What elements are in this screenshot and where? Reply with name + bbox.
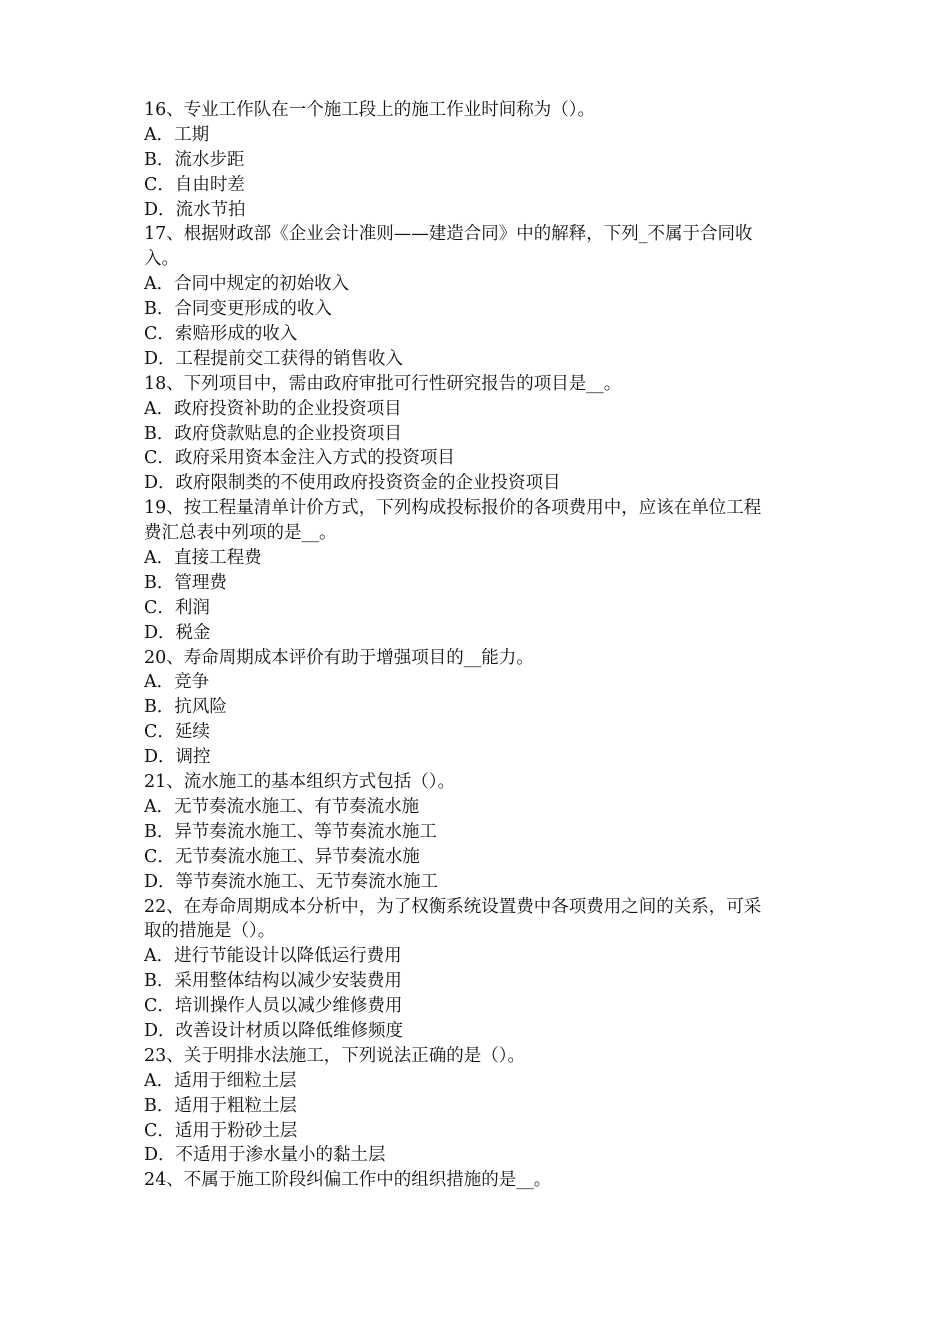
option-b: B．抗风险 xyxy=(144,697,227,718)
question-23 xyxy=(144,1044,812,1168)
option-c: C．延续 xyxy=(144,722,210,743)
option-a: A．直接工程费 xyxy=(144,548,262,569)
question-stem: 16、专业工作队在一个施工段上的施工作业时间称为（）。 xyxy=(144,100,596,120)
question-list xyxy=(144,98,812,1193)
option-a: A．进行节能设计以降低运行费用 xyxy=(144,946,402,967)
question-stem: 19、按工程量清单计价方式，下列构成投标报价的各项费用中，应该在单位工程 xyxy=(144,498,762,519)
option-b: B．流水步距 xyxy=(144,149,245,170)
option-d: D．流水节拍 xyxy=(144,199,246,220)
option-b: B．政府贷款贴息的企业投资项目 xyxy=(144,423,402,444)
question-stem-continued: 入。 xyxy=(144,249,179,270)
option-d: D．等节奏流水施工、无节奏流水施工 xyxy=(144,871,439,892)
option-c: C．自由时差 xyxy=(144,174,245,195)
option-a: A．无节奏流水施工、有节奏流水施 xyxy=(144,796,420,817)
option-b: B．采用整体结构以减少安装费用 xyxy=(144,971,402,992)
option-c: C．培训操作人员以减少维修费用 xyxy=(144,996,403,1017)
option-b: B．管理费 xyxy=(144,572,227,593)
option-b: B．合同变更形成的收入 xyxy=(144,299,332,320)
option-a: A．竞争 xyxy=(144,672,210,693)
option-d: D．改善设计材质以降低维修频度 xyxy=(144,1020,404,1041)
option-d: D．政府限制类的不使用政府投资资金的企业投资项目 xyxy=(144,473,561,494)
option-d: D．调控 xyxy=(144,747,211,768)
question-stem: 22、在寿命周期成本分析中，为了权衡系统设置费中各项费用之间的关系，可采 xyxy=(144,896,762,917)
option-a: A．合同中规定的初始收入 xyxy=(144,274,350,295)
question-16 xyxy=(144,98,812,222)
question-18 xyxy=(144,372,812,496)
option-c: C．利润 xyxy=(144,597,210,618)
option-d: D．工程提前交工获得的销售收入 xyxy=(144,348,404,369)
option-d: D．不适用于渗水量小的黏土层 xyxy=(144,1145,386,1166)
option-c: C．适用于粉砂土层 xyxy=(144,1120,298,1141)
option-c: C．无节奏流水施工、异节奏流水施 xyxy=(144,846,420,867)
question-19 xyxy=(144,496,812,645)
question-stem-continued: 费汇总表中列项的是__。 xyxy=(144,523,337,544)
question-21 xyxy=(144,770,812,894)
question-24 xyxy=(144,1168,812,1193)
question-stem: 20、寿命周期成本评价有助于增强项目的__能力。 xyxy=(144,647,534,668)
question-17 xyxy=(144,222,812,371)
option-b: B．异节奏流水施工、等节奏流水施工 xyxy=(144,821,437,842)
question-stem: 18、下列项目中，需由政府审批可行性研究报告的项目是__。 xyxy=(144,373,622,394)
option-a: A．政府投资补助的企业投资项目 xyxy=(144,398,402,419)
option-d: D．税金 xyxy=(144,622,211,643)
option-a: A．适用于细粒土层 xyxy=(144,1070,297,1091)
option-c: C．政府采用资本金注入方式的投资项目 xyxy=(144,448,455,469)
question-stem: 23、关于明排水法施工，下列说法正确的是（）。 xyxy=(144,1045,526,1066)
question-22 xyxy=(144,895,812,1044)
option-a: A．工期 xyxy=(144,124,210,145)
question-stem: 24、不属于施工阶段纠偏工作中的组织措施的是__。 xyxy=(144,1170,552,1191)
option-c: C．索赔形成的收入 xyxy=(144,324,298,345)
question-stem-continued: 取的措施是（）。 xyxy=(144,921,276,942)
question-stem: 17、根据财政部《企业会计准则——建造合同》中的解释，下列_不属于合同收 xyxy=(144,224,753,245)
question-stem: 21、流水施工的基本组织方式包括（）。 xyxy=(144,772,456,793)
question-20 xyxy=(144,646,812,770)
option-b: B．适用于粗粒土层 xyxy=(144,1095,297,1116)
